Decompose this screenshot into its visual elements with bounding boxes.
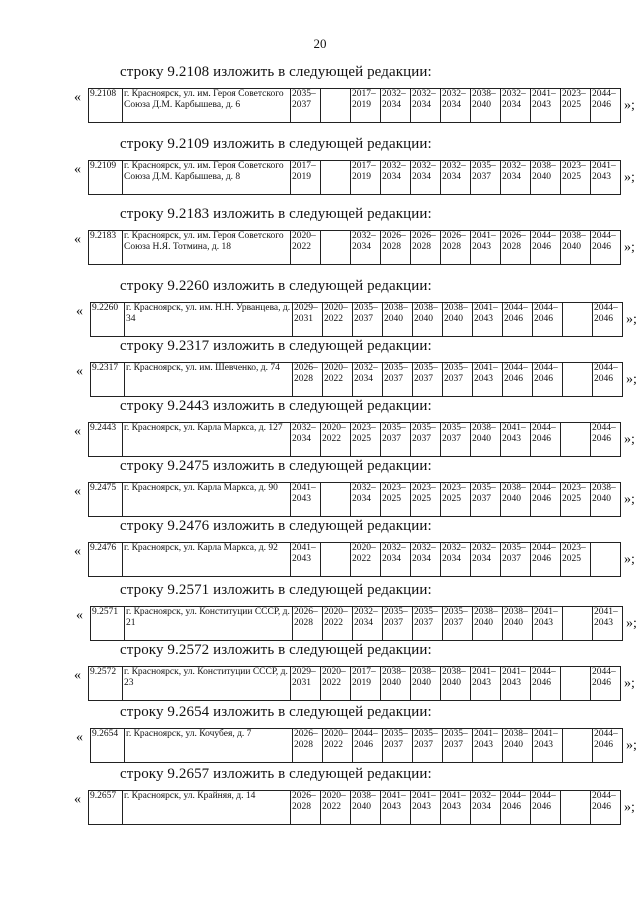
open-quote: « <box>76 730 83 745</box>
table-row <box>89 231 621 265</box>
close-quote: »; <box>624 676 635 691</box>
register-row-table <box>88 88 621 123</box>
address-cell: г. Красноярск, ул. Крайняя, д. 14 <box>123 791 291 825</box>
year-range-cell: 2017–2019 <box>351 667 381 701</box>
year-range-cell: 2023–2025 <box>441 483 471 517</box>
year-range-cell: 2041–2043 <box>411 791 441 825</box>
register-row-table <box>90 302 623 337</box>
year-range-cell: 2020–2022 <box>323 363 353 397</box>
year-range-cell: 2044–2046 <box>531 791 561 825</box>
year-range-cell: 2041–2043 <box>471 231 501 265</box>
year-range-cell: 2038–2040 <box>351 791 381 825</box>
year-range-cell: 2035–2037 <box>413 607 443 641</box>
year-range-cell <box>321 231 351 265</box>
year-range-cell: 2026–2028 <box>293 607 323 641</box>
close-quote: »; <box>624 800 635 815</box>
year-range-cell: 2041–2043 <box>501 423 531 457</box>
register-row-table <box>88 666 621 701</box>
open-quote: « <box>76 608 83 623</box>
year-range-cell: 2032–2034 <box>291 423 321 457</box>
year-range-cell: 2023–2025 <box>411 483 441 517</box>
year-range-cell: 2044–2046 <box>503 303 533 337</box>
year-range-cell: 2023–2025 <box>561 161 591 195</box>
year-range-cell: 2035–2037 <box>383 729 413 763</box>
row-number-cell: 9.2475 <box>89 483 123 517</box>
row-number-cell: 9.2317 <box>91 363 125 397</box>
year-range-cell: 2041–2043 <box>441 791 471 825</box>
year-range-cell: 2017–2019 <box>351 89 381 123</box>
table-row <box>89 791 621 825</box>
year-range-cell: 2044–2046 <box>593 363 623 397</box>
address-cell: г. Красноярск, ул. Карла Маркса, д. 92 <box>123 543 291 577</box>
table-row <box>89 667 621 701</box>
page-number: 20 <box>313 36 327 51</box>
year-range-cell: 2038–2040 <box>531 161 561 195</box>
amendment-heading: строку 9.2183 изложить в следующей редакции: <box>120 206 432 222</box>
open-quote: « <box>76 304 83 319</box>
amendment-heading: строку 9.2108 изложить в следующей редакции: <box>120 64 432 80</box>
row-number-cell: 9.2572 <box>89 667 123 701</box>
year-range-cell: 2035–2037 <box>471 161 501 195</box>
year-range-cell: 2026–2028 <box>293 729 323 763</box>
row-number-cell: 9.2657 <box>89 791 123 825</box>
year-range-cell: 2032–2034 <box>441 543 471 577</box>
year-range-cell: 2017–2019 <box>291 161 321 195</box>
year-range-cell: 2038–2040 <box>413 303 443 337</box>
year-range-cell: 2020–2022 <box>321 667 351 701</box>
year-range-cell <box>563 303 593 337</box>
year-range-cell: 2041–2043 <box>501 667 531 701</box>
register-row-table <box>90 606 623 641</box>
close-quote: »; <box>624 552 635 567</box>
row-number-cell: 9.2571 <box>91 607 125 641</box>
year-range-cell <box>561 423 591 457</box>
year-range-cell: 2032–2034 <box>501 161 531 195</box>
register-row-table <box>90 728 623 763</box>
year-range-cell: 2041–2043 <box>473 729 503 763</box>
year-range-cell <box>321 161 351 195</box>
year-range-cell: 2023–2025 <box>351 423 381 457</box>
year-range-cell: 2035–2037 <box>411 423 441 457</box>
open-quote: « <box>74 424 81 439</box>
year-range-cell: 2044–2046 <box>591 231 621 265</box>
year-range-cell: 2026–2028 <box>293 363 323 397</box>
open-quote: « <box>74 162 81 177</box>
year-range-cell: 2029–2031 <box>293 303 323 337</box>
register-row-table <box>90 362 623 397</box>
amendment-heading: строку 9.2443 изложить в следующей редакции: <box>120 398 432 414</box>
register-row-table <box>88 482 621 517</box>
year-range-cell <box>321 89 351 123</box>
amendment-heading: строку 9.2654 изложить в следующей редакции: <box>120 704 432 720</box>
open-quote: « <box>74 232 81 247</box>
year-range-cell: 2038–2040 <box>503 729 533 763</box>
year-range-cell: 2026–2028 <box>441 231 471 265</box>
year-range-cell: 2044–2046 <box>531 423 561 457</box>
year-range-cell: 2032–2034 <box>471 791 501 825</box>
register-row-table <box>88 422 621 457</box>
year-range-cell: 2032–2034 <box>381 543 411 577</box>
year-range-cell: 2038–2040 <box>381 667 411 701</box>
amendment-heading: строку 9.2571 изложить в следующей редакции: <box>120 582 432 598</box>
year-range-cell: 2044–2046 <box>533 363 563 397</box>
year-range-cell: 2038–2040 <box>501 483 531 517</box>
year-range-cell: 2035–2037 <box>443 607 473 641</box>
close-quote: »; <box>626 616 637 631</box>
year-range-cell: 2035–2037 <box>413 729 443 763</box>
close-quote: »; <box>626 372 637 387</box>
year-range-cell: 2035–2037 <box>381 423 411 457</box>
amendment-heading: строку 9.2572 изложить в следующей редакции: <box>120 642 432 658</box>
year-range-cell <box>563 729 593 763</box>
year-range-cell <box>563 363 593 397</box>
year-range-cell: 2020–2022 <box>323 729 353 763</box>
year-range-cell: 2044–2046 <box>591 423 621 457</box>
year-range-cell: 2041–2043 <box>473 363 503 397</box>
open-quote: « <box>74 792 81 807</box>
open-quote: « <box>74 544 81 559</box>
year-range-cell: 2032–2034 <box>351 231 381 265</box>
year-range-cell: 2020–2022 <box>291 231 321 265</box>
year-range-cell: 2038–2040 <box>471 423 501 457</box>
table-row <box>89 423 621 457</box>
table-row <box>91 729 623 763</box>
year-range-cell: 2044–2046 <box>531 231 561 265</box>
table-row <box>89 483 621 517</box>
year-range-cell <box>321 543 351 577</box>
year-range-cell: 2032–2034 <box>411 543 441 577</box>
row-number-cell: 9.2108 <box>89 89 123 123</box>
year-range-cell: 2026–2028 <box>291 791 321 825</box>
year-range-cell: 2044–2046 <box>353 729 383 763</box>
year-range-cell: 2020–2022 <box>323 607 353 641</box>
year-range-cell: 2023–2025 <box>561 89 591 123</box>
year-range-cell: 2032–2034 <box>441 89 471 123</box>
register-row-table <box>88 160 621 195</box>
year-range-cell: 2032–2034 <box>353 607 383 641</box>
year-range-cell: 2035–2037 <box>383 607 413 641</box>
year-range-cell: 2038–2040 <box>411 667 441 701</box>
year-range-cell: 2038–2040 <box>443 303 473 337</box>
close-quote: »; <box>626 312 637 327</box>
table-row <box>91 607 623 641</box>
year-range-cell: 2035–2037 <box>353 303 383 337</box>
year-range-cell: 2041–2043 <box>471 667 501 701</box>
open-quote: « <box>76 364 83 379</box>
year-range-cell: 2041–2043 <box>533 607 563 641</box>
year-range-cell <box>591 543 621 577</box>
year-range-cell: 2041–2043 <box>533 729 563 763</box>
year-range-cell: 2041–2043 <box>591 161 621 195</box>
year-range-cell: 2044–2046 <box>531 543 561 577</box>
year-range-cell: 2026–2028 <box>381 231 411 265</box>
year-range-cell: 2038–2040 <box>561 231 591 265</box>
address-cell: г. Красноярск, ул. им. Героя Советского Союза Н.Я. Тотмина, д. 18 <box>123 231 291 265</box>
year-range-cell: 2020–2022 <box>321 791 351 825</box>
row-number-cell: 9.2183 <box>89 231 123 265</box>
year-range-cell: 2020–2022 <box>323 303 353 337</box>
year-range-cell: 2023–2025 <box>381 483 411 517</box>
year-range-cell: 2032–2034 <box>411 89 441 123</box>
year-range-cell: 2041–2043 <box>381 791 411 825</box>
register-row-table <box>88 542 621 577</box>
year-range-cell: 2041–2043 <box>593 607 623 641</box>
year-range-cell: 2032–2034 <box>501 89 531 123</box>
close-quote: »; <box>626 738 637 753</box>
table-row <box>89 543 621 577</box>
year-range-cell: 2044–2046 <box>593 303 623 337</box>
year-range-cell: 2044–2046 <box>593 729 623 763</box>
year-range-cell: 2044–2046 <box>533 303 563 337</box>
year-range-cell: 2044–2046 <box>591 791 621 825</box>
year-range-cell: 2041–2043 <box>291 543 321 577</box>
close-quote: »; <box>624 240 635 255</box>
address-cell: г. Красноярск, ул. им. Героя Советского Союза Д.М. Карбышева, д. 6 <box>123 89 291 123</box>
row-number-cell: 9.2109 <box>89 161 123 195</box>
year-range-cell: 2032–2034 <box>351 483 381 517</box>
year-range-cell: 2032–2034 <box>441 161 471 195</box>
row-number-cell: 9.2260 <box>91 303 125 337</box>
year-range-cell: 2020–2022 <box>321 423 351 457</box>
year-range-cell: 2041–2043 <box>291 483 321 517</box>
register-row-table <box>88 790 621 825</box>
amendment-heading: строку 9.2475 изложить в следующей редакции: <box>120 458 432 474</box>
register-row-table <box>88 230 621 265</box>
year-range-cell: 2032–2034 <box>381 161 411 195</box>
row-number-cell: 9.2443 <box>89 423 123 457</box>
table-row <box>91 363 623 397</box>
year-range-cell: 2038–2040 <box>383 303 413 337</box>
year-range-cell: 2035–2037 <box>383 363 413 397</box>
year-range-cell: 2029–2031 <box>291 667 321 701</box>
year-range-cell: 2023–2025 <box>561 543 591 577</box>
year-range-cell <box>561 667 591 701</box>
year-range-cell: 2032–2034 <box>411 161 441 195</box>
address-cell: г. Красноярск, ул. Карла Маркса, д. 127 <box>123 423 291 457</box>
year-range-cell: 2023–2025 <box>561 483 591 517</box>
year-range-cell: 2035–2037 <box>443 729 473 763</box>
address-cell: г. Красноярск, ул. Конституции СССР, д. 23 <box>123 667 291 701</box>
year-range-cell: 2035–2037 <box>501 543 531 577</box>
year-range-cell <box>563 607 593 641</box>
year-range-cell: 2044–2046 <box>503 363 533 397</box>
year-range-cell <box>321 483 351 517</box>
close-quote: »; <box>624 98 635 113</box>
year-range-cell: 2044–2046 <box>591 89 621 123</box>
year-range-cell: 2035–2037 <box>471 483 501 517</box>
year-range-cell: 2044–2046 <box>501 791 531 825</box>
row-number-cell: 9.2476 <box>89 543 123 577</box>
year-range-cell: 2032–2034 <box>471 543 501 577</box>
address-cell: г. Красноярск, ул. Конституции СССР, д. 21 <box>125 607 293 641</box>
year-range-cell <box>561 791 591 825</box>
year-range-cell: 2017–2019 <box>351 161 381 195</box>
amendment-heading: строку 9.2317 изложить в следующей редакции: <box>120 338 432 354</box>
address-cell: г. Красноярск, ул. им. Героя Советского Союза Д.М. Карбышева, д. 8 <box>123 161 291 195</box>
year-range-cell: 2044–2046 <box>591 667 621 701</box>
amendment-heading: строку 9.2657 изложить в следующей редакции: <box>120 766 432 782</box>
amendment-heading: строку 9.2476 изложить в следующей редакции: <box>120 518 432 534</box>
year-range-cell: 2041–2043 <box>531 89 561 123</box>
open-quote: « <box>74 668 81 683</box>
year-range-cell: 2038–2040 <box>441 667 471 701</box>
table-row <box>89 161 621 195</box>
year-range-cell: 2041–2043 <box>473 303 503 337</box>
address-cell: г. Красноярск, ул. им. Н.Н. Урванцева, д. 34 <box>125 303 293 337</box>
year-range-cell: 2026–2028 <box>501 231 531 265</box>
year-range-cell: 2026–2028 <box>411 231 441 265</box>
year-range-cell: 2044–2046 <box>531 483 561 517</box>
year-range-cell: 2035–2037 <box>291 89 321 123</box>
amendment-heading: строку 9.2109 изложить в следующей редакции: <box>120 136 432 152</box>
close-quote: »; <box>624 432 635 447</box>
close-quote: »; <box>624 170 635 185</box>
year-range-cell: 2035–2037 <box>443 363 473 397</box>
year-range-cell: 2044–2046 <box>531 667 561 701</box>
open-quote: « <box>74 90 81 105</box>
year-range-cell: 2038–2040 <box>473 607 503 641</box>
year-range-cell: 2032–2034 <box>353 363 383 397</box>
table-row <box>91 303 623 337</box>
year-range-cell: 2038–2040 <box>503 607 533 641</box>
year-range-cell: 2038–2040 <box>471 89 501 123</box>
table-row <box>89 89 621 123</box>
address-cell: г. Красноярск, ул. им. Шевченко, д. 74 <box>125 363 293 397</box>
address-cell: г. Красноярск, ул. Кочубея, д. 7 <box>125 729 293 763</box>
close-quote: »; <box>624 492 635 507</box>
year-range-cell: 2020–2022 <box>351 543 381 577</box>
year-range-cell: 2032–2034 <box>381 89 411 123</box>
year-range-cell: 2035–2037 <box>441 423 471 457</box>
year-range-cell: 2035–2037 <box>413 363 443 397</box>
open-quote: « <box>74 484 81 499</box>
amendment-heading: строку 9.2260 изложить в следующей редакции: <box>120 278 432 294</box>
address-cell: г. Красноярск, ул. Карла Маркса, д. 90 <box>123 483 291 517</box>
row-number-cell: 9.2654 <box>91 729 125 763</box>
year-range-cell: 2038–2040 <box>591 483 621 517</box>
